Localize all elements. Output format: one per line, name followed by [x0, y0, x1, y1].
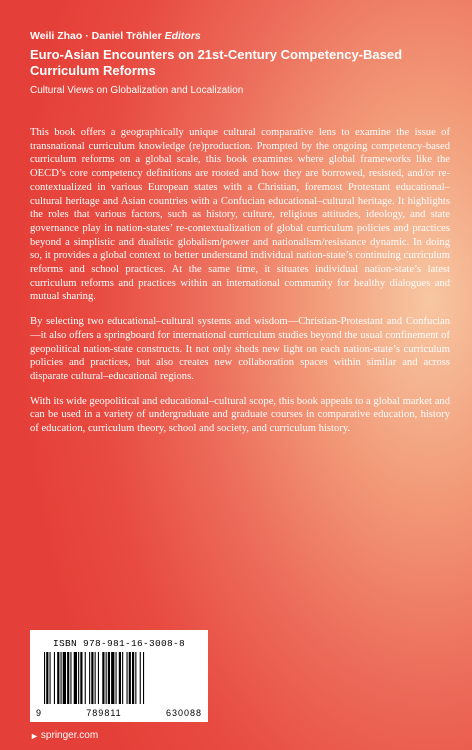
- blurb-paragraph-1: This book offers a geographically unique cultural comparative lens to examine the issue of transnational curriculum knowledge (re)production. Prompted by the ongoing competency-based curriculum reforms on a global scale, this book examines where global frameworks like the OECD’s core competency definitions are rooted and how they are borrowed, resisted, and/or re-contextualized in various European states with a Christian, foremost Protestant educational–cultural heritage and Asian countries with a Confucian educational–cultural heritage. It highlights the roles that various factors, such as history, culture, religious attitudes, ideology, and state governance play in nation-states’ re-contextualization of global curriculum policies and practices beyond a simplistic and dualistic globalism/power and nationalism/resistance dynamic. In doing so, it provides a global context to better understand individual nation-state’s continuing curriculum reforms and school practices. At the same time, it situates individual nation-state’s latest curriculum reforms and practices within an international community for healthy dialogues and mutual sharing.: [30, 127, 450, 303]
- barcode-digit-right: 630088: [165, 708, 202, 718]
- book-title-line-2: Curriculum Reforms: [30, 63, 156, 78]
- barcode-image: [42, 652, 196, 704]
- editors-role: [165, 30, 201, 42]
- barcode-digit-left: 789811: [86, 708, 122, 718]
- blurb-paragraph-3: With its wide geopolitical and educational–cultural scope, this book appeals to a global market and can be used in a variety of undergraduate and graduate courses in comparative education, history of education, curriculum theory, school and society, and curriculum history.: [30, 395, 450, 435]
- publisher-website[interactable]: [30, 730, 98, 741]
- cover-header: [30, 30, 450, 96]
- editors-line: [30, 30, 450, 42]
- isbn-text: ISBN 978-981-16-3008-8: [52, 638, 186, 649]
- book-title: [30, 47, 450, 79]
- book-subtitle: Cultural Views on Globalization and Localization: [30, 85, 244, 96]
- blurb: [30, 126, 450, 447]
- editors-names: Weili Zhao · Daniel Tröhler: [30, 30, 162, 42]
- barcode-digit-first: 9: [36, 708, 43, 718]
- barcode-panel: [30, 630, 208, 722]
- barcode-digits: [36, 708, 202, 718]
- blurb-paragraph-2: By selecting two educational–cultural systems and wisdom—Christian-Protestant and Confucian—it also offers a springboard for international curriculum studies beyond the usual confinement of geopolitical nation-state constructs. It not only sheds new light on each nation-state’s curriculum policies and practices, but also creates new collaboration spaces within similar and across disparate cultural–educational regions.: [30, 316, 450, 382]
- book-title-line-1: Euro-Asian Encounters on 21st-Century Competency-Based: [30, 47, 403, 62]
- editors-role-text: Editors: [164, 30, 201, 42]
- website-text[interactable]: springer.com: [40, 730, 99, 741]
- arrow-icon: ►: [30, 730, 39, 741]
